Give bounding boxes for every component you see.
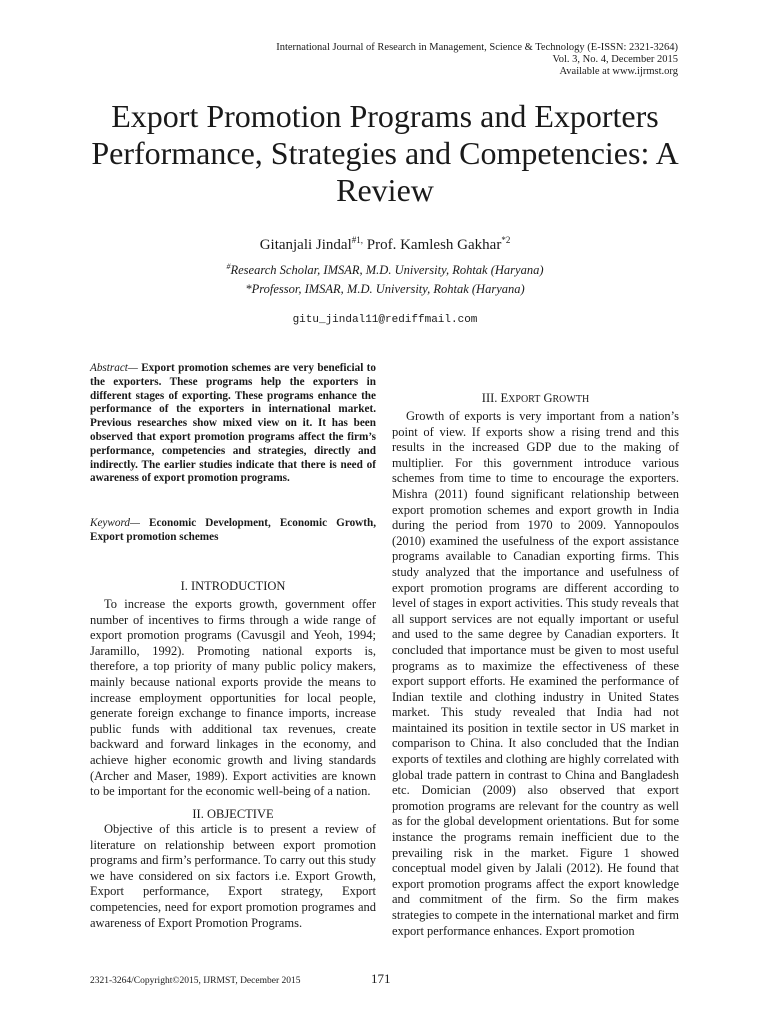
author-1-mark: #1, (351, 235, 364, 245)
heading-part: XPORT (508, 394, 541, 405)
heading-part: III. E (481, 391, 509, 405)
affiliation-1 (90, 262, 680, 278)
abstract-text: Export promotion schemes are very beneficial to the exporters. These programs help the exporters in different stages of exporting. These programs enhance the performance of the exporters in international market. Previous researches show mixed view on it. It has been observed that export promotion programs affect the firm’s performance, competencies and strategies, directly and indirectly. The earlier studies indicate that there is need of awareness of export promotion programs. (90, 362, 376, 485)
abstract-lead: Abstract— (90, 362, 138, 374)
journal-name: International Journal of Research in Management, Science & Technology (E-ISSN: 2321-3264) (276, 42, 678, 53)
paper-title: Export Promotion Programs and Exporters Performance, Strategies and Competencies: A Review (91, 98, 679, 208)
affiliation-1-text: Research Scholar, IMSAR, M.D. University, Rohtak (Haryana) (230, 263, 544, 278)
section-heading-objective: II. OBJECTIVE (192, 807, 274, 821)
introduction-paragraph: To increase the exports growth, government offer number of incentives to firms through a wide range of export promotion programs (Cavusgil and Yeoh, 1994; Jaramillo, 1992). Promoting national exports is, therefore, a top priority of many public policy makers, mainly because national exports provide the means to increase employment opportunities for local people, generate foreign exchange to finance imports, increase public funds with additional tax revenues, create backward and forward linkages in the economy, and achieve higher economic growth and living standards (Archer and Maser, 1989). Export activities are known to be important for the economic well-being of a nation. (90, 597, 376, 799)
objective-body (90, 822, 376, 931)
export-growth-body (392, 409, 679, 939)
objective-paragraph: Objective of this article is to present a review of literature on relationship between export promotion programs and firm’s performance. To carry out this study we have considered on six factors i.e. Export Growth, Export performance, Export strategy, Export competencies, need for export promotion programes and awareness of Export Promotion Programs. (90, 822, 376, 930)
export-growth-paragraph: Growth of exports is very important from a nation’s point of view. If exports show a rising trend and this results in the increased GDP due to the making of multiplier. For this government introduce various schemes from time to time to encourage the exporters. Mishra (2011) found significant relationship between export promotion schemes and export growth in India during the period from 1970 to 2009. Yannopoulos (2010) examined the usefulness of the export assistance programs available to Canadian exporting firms. This study analyzed that the importance and usefulness of export promotion programs are different according to level of stages in export activities. This study reveals that all support services are not equally important or useful and used to the same degree by Canadian exporters. It concluded that importance must be given to most useful programs as to maximize the effectiveness of these export support efforts. He examined the performance of Indian textile and clothing industry in United States market. This study revealed that India had not maintained its position in textile sector in US market in comparison to China. It also concluded that the Indian exports of textiles and clothing are highly correlated with global trade pattern in contrast to China and Bangladesh etc. Domician (2009) also observed that export promotion programs are relevant for the country as well as for the global development orientations. But for some instance the programs remain inefficient due to the prevailing risk in the market. Figure 1 showed conceptual model given by Jalali (2012). He found that export promotion programs affect the export knowledge and commitment of the firm. So the firm makes strategies to compete in the international market and firm export performance enhances. Export promotion (392, 409, 679, 938)
keywords-text: Economic Development, Economic Growth, Export promotion schemes (90, 517, 376, 543)
keywords (90, 517, 376, 545)
author-1: Gitanjali Jindal (259, 237, 352, 253)
author-line (90, 235, 680, 254)
section-heading-introduction: I. INTRODUCTION (180, 579, 286, 593)
heading-part: ROWTH (552, 394, 590, 405)
footer-copyright: 2321-3264/Copyright©2015, IJRMST, December 2015 (90, 976, 301, 986)
journal-website: Available at www.ijrmst.org (559, 66, 678, 77)
author-2-mark: *2 (501, 235, 511, 245)
journal-volume: Vol. 3, No. 4, December 2015 (552, 54, 678, 65)
author-email[interactable]: gitu_jindal11@rediffmail.com (292, 314, 478, 326)
keywords-lead: Keyword— (90, 517, 140, 529)
heading-part: G (540, 391, 553, 405)
page-number: 171 (371, 971, 391, 986)
author-2: Prof. Kamlesh Gakhar (363, 237, 502, 253)
abstract (90, 362, 376, 486)
introduction-body (90, 597, 376, 800)
affiliation-1-mark: # (226, 262, 231, 271)
section-heading-export-growth (392, 391, 679, 406)
affiliation-2: *Professor, IMSAR, M.D. University, Rohtak (Haryana) (245, 282, 525, 296)
journal-header (158, 42, 678, 78)
